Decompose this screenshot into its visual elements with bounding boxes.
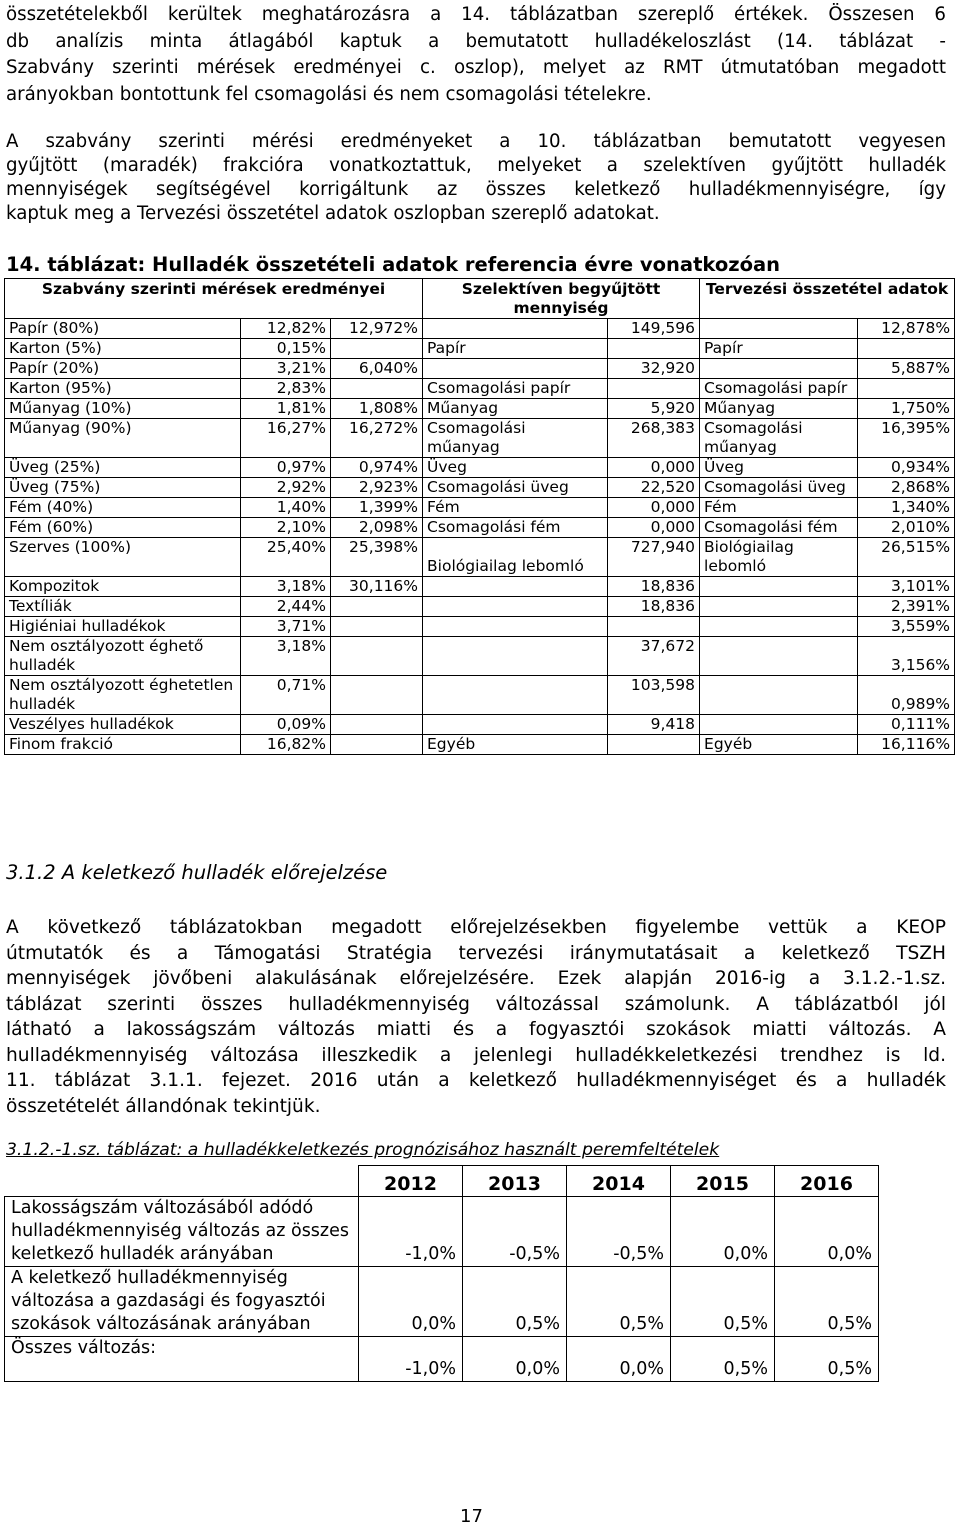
- cell-planning-pct: 3,559%: [858, 617, 955, 637]
- cell-category: Karton (5%): [5, 339, 241, 359]
- cell-selective-category: Csomagolási üveg: [423, 478, 608, 498]
- cell-selective-category: Műanyag: [423, 399, 608, 419]
- cell-measured-pct: 1,81%: [241, 399, 331, 419]
- cell-category: Karton (95%): [5, 379, 241, 399]
- cell-category: Finom frakció: [5, 735, 241, 755]
- cell-planning-pct: 1,340%: [858, 498, 955, 518]
- cell-planning-pct: [858, 339, 955, 359]
- cell-value: 0,0%: [671, 1197, 775, 1267]
- cell-selective-category: [423, 637, 608, 676]
- table-row: [5, 419, 955, 458]
- cell-planning-pct: 26,515%: [858, 538, 955, 577]
- cell-group-sum: 2,098%: [331, 518, 423, 538]
- cell-value: 0,0%: [567, 1337, 671, 1382]
- cell-group-sum: [331, 339, 423, 359]
- cell-value: 0,0%: [463, 1337, 567, 1382]
- cell-selective-qty: 9,418: [608, 715, 700, 735]
- composition-table: [4, 278, 955, 755]
- table-row: [5, 735, 955, 755]
- cell-planning-category: Csomagolási üveg: [700, 478, 858, 498]
- cell-group-sum: 16,272%: [331, 419, 423, 458]
- cell-category: Műanyag (10%): [5, 399, 241, 419]
- cell-measured-pct: 2,83%: [241, 379, 331, 399]
- cell-category: Fém (60%): [5, 518, 241, 538]
- cell-selective-category: [423, 715, 608, 735]
- cell-category: Műanyag (90%): [5, 419, 241, 458]
- cell-value: -0,5%: [567, 1197, 671, 1267]
- cell-selective-category: [423, 676, 608, 715]
- header-empty: [5, 1166, 359, 1197]
- page-number: 17: [460, 1506, 483, 1527]
- cell-selective-qty: 18,836: [608, 597, 700, 617]
- table-row: [5, 1197, 879, 1267]
- cell-planning-pct: 0,111%: [858, 715, 955, 735]
- cell-category: Veszélyes hulladékok: [5, 715, 241, 735]
- table-row: [5, 339, 955, 359]
- cell-planning-category: Üveg: [700, 458, 858, 478]
- cell-value: 0,5%: [775, 1267, 879, 1337]
- method-line: gyűjtött (maradék) frakcióra vonatkoztattuk, melyeket a szelektíven gyűjtött hulladék: [6, 155, 946, 176]
- forecast-table: [4, 1165, 879, 1382]
- cell-group-sum: 25,398%: [331, 538, 423, 577]
- table-row: [5, 478, 955, 498]
- cell-planning-pct: 0,989%: [858, 676, 955, 715]
- cell-selective-category: [423, 597, 608, 617]
- cell-group-sum: 0,974%: [331, 458, 423, 478]
- cell-selective-qty: 103,598: [608, 676, 700, 715]
- row-label: Lakosságszám változásából adódó hulladékmennyiség változás az összes keletkező hulladék arányában: [5, 1197, 359, 1267]
- cell-category: Papír (80%): [5, 319, 241, 339]
- cell-selective-category: Fém: [423, 498, 608, 518]
- cell-group-sum: 1,399%: [331, 498, 423, 518]
- cell-planning-category: [700, 597, 858, 617]
- cell-group-sum: 2,923%: [331, 478, 423, 498]
- cell-selective-category: Üveg: [423, 458, 608, 478]
- table-row: [5, 1267, 879, 1337]
- cell-selective-category: Csomagolási papír: [423, 379, 608, 399]
- cell-planning-category: [700, 577, 858, 597]
- cell-measured-pct: 16,27%: [241, 419, 331, 458]
- method-line: mennyiségek segítségével korrigáltunk az összes keletkező hulladékmennyiségre, így: [6, 179, 946, 200]
- cell-planning-pct: 3,101%: [858, 577, 955, 597]
- forecast-paragraph: [6, 915, 946, 1119]
- cell-measured-pct: 1,40%: [241, 498, 331, 518]
- cell-category: Kompozitok: [5, 577, 241, 597]
- cell-selective-category: [423, 359, 608, 379]
- forecast-line: útmutatók és a Támogatási Stratégia tervezési iránymutatásait a keletkező TSZH: [6, 942, 946, 964]
- cell-planning-pct: 2,391%: [858, 597, 955, 617]
- cell-measured-pct: 25,40%: [241, 538, 331, 577]
- cell-selective-qty: 149,596: [608, 319, 700, 339]
- forecast-line: A következő táblázatokban megadott előrejelzésekben figyelembe vettük a KEOP: [6, 917, 946, 938]
- table-row: [5, 676, 955, 715]
- forecast-line: táblázat szerinti összes hulladékmennyiség változással számolunk. A táblázatból jól: [6, 993, 946, 1015]
- cell-category: Fém (40%): [5, 498, 241, 518]
- cell-selective-category: Papír: [423, 339, 608, 359]
- year-header: 2016: [775, 1166, 879, 1197]
- intro-line: összetételekből kerültek meghatározásra a 14. táblázatban szereplő értékek. Összesen 6: [6, 4, 946, 25]
- cell-value: -0,5%: [463, 1197, 567, 1267]
- table14-caption: 14. táblázat: Hulladék összetételi adatok referencia évre vonatkozóan: [6, 253, 781, 276]
- row-label: Összes változás:: [5, 1337, 359, 1382]
- table-row: [5, 1337, 879, 1382]
- cell-selective-category: Csomagolási fém: [423, 518, 608, 538]
- cell-category: Papír (20%): [5, 359, 241, 379]
- cell-value: 0,0%: [359, 1267, 463, 1337]
- cell-value: 0,5%: [671, 1337, 775, 1382]
- cell-planning-category: [700, 617, 858, 637]
- cell-selective-category: [423, 617, 608, 637]
- table-row: [5, 518, 955, 538]
- cell-planning-pct: 1,750%: [858, 399, 955, 419]
- cell-selective-category: [423, 319, 608, 339]
- cell-planning-pct: 16,116%: [858, 735, 955, 755]
- cell-measured-pct: 0,15%: [241, 339, 331, 359]
- cell-planning-pct: 2,010%: [858, 518, 955, 538]
- table-row: [5, 359, 955, 379]
- intro-line: Szabvány szerinti mérések eredményei c. oszlop), melyet az RMT útmutatóban megadott: [6, 57, 946, 78]
- cell-group-sum: [331, 676, 423, 715]
- cell-group-sum: 12,972%: [331, 319, 423, 339]
- table-row: [5, 715, 955, 735]
- table-row: [5, 379, 955, 399]
- cell-measured-pct: 0,71%: [241, 676, 331, 715]
- forecast-header-row: [5, 1166, 879, 1197]
- cell-selective-qty: 32,920: [608, 359, 700, 379]
- cell-selective-category: Biológiailag lebomló: [423, 538, 608, 577]
- cell-selective-qty: [608, 735, 700, 755]
- cell-planning-pct: 16,395%: [858, 419, 955, 458]
- cell-planning-pct: [858, 379, 955, 399]
- cell-measured-pct: 16,82%: [241, 735, 331, 755]
- forecast-line: látható a lakosságszám változás miatti és a fogyasztói szokások miatti változás. A: [6, 1019, 946, 1040]
- cell-category: Üveg (75%): [5, 478, 241, 498]
- year-header: 2014: [567, 1166, 671, 1197]
- cell-planning-category: Papír: [700, 339, 858, 359]
- year-header: 2012: [359, 1166, 463, 1197]
- table-row: [5, 319, 955, 339]
- cell-group-sum: 30,116%: [331, 577, 423, 597]
- cell-planning-pct: 0,934%: [858, 458, 955, 478]
- forecast-line: összetételét állandónak tekintjük.: [6, 1095, 321, 1117]
- cell-planning-category: [700, 676, 858, 715]
- table-row: [5, 399, 955, 419]
- section-heading: 3.1.2 A keletkező hulladék előrejelzése: [6, 861, 388, 884]
- method-paragraph: [6, 130, 946, 226]
- forecast-line: 11. táblázat 3.1.1. fejezet. 2016 után a keletkező hulladékmennyiséget és a hulladék: [6, 1070, 946, 1091]
- cell-selective-qty: 5,920: [608, 399, 700, 419]
- cell-selective-qty: 22,520: [608, 478, 700, 498]
- cell-value: 0,5%: [671, 1267, 775, 1337]
- table-header-row: [5, 279, 955, 319]
- cell-selective-qty: [608, 379, 700, 399]
- cell-planning-category: [700, 715, 858, 735]
- year-header: 2015: [671, 1166, 775, 1197]
- cell-category: Higiéniai hulladékok: [5, 617, 241, 637]
- table-row: [5, 577, 955, 597]
- cell-planning-pct: 12,878%: [858, 319, 955, 339]
- cell-measured-pct: 12,82%: [241, 319, 331, 339]
- table-row: [5, 597, 955, 617]
- cell-planning-category: Fém: [700, 498, 858, 518]
- intro-line: db analízis minta átlagából kaptuk a bemutatott hulladékeloszlást (14. táblázat -: [6, 30, 946, 52]
- cell-planning-pct: 5,887%: [858, 359, 955, 379]
- cell-planning-category: Csomagolási műanyag: [700, 419, 858, 458]
- cell-selective-qty: 727,940: [608, 538, 700, 577]
- cell-selective-qty: 0,000: [608, 458, 700, 478]
- cell-measured-pct: 3,18%: [241, 577, 331, 597]
- cell-planning-pct: 3,156%: [858, 637, 955, 676]
- header-standard: Szabvány szerinti mérések eredményei: [5, 279, 423, 319]
- cell-category: Textíliák: [5, 597, 241, 617]
- cell-group-sum: [331, 379, 423, 399]
- cell-measured-pct: 2,44%: [241, 597, 331, 617]
- cell-value: -1,0%: [359, 1337, 463, 1382]
- cell-group-sum: [331, 735, 423, 755]
- cell-group-sum: 6,040%: [331, 359, 423, 379]
- cell-category: Nem osztályozott éghetetlen hulladék: [5, 676, 241, 715]
- cell-selective-qty: 37,672: [608, 637, 700, 676]
- cell-planning-category: Biológiailag lebomló: [700, 538, 858, 577]
- cell-selective-qty: 0,000: [608, 498, 700, 518]
- intro-paragraph: [6, 2, 946, 108]
- cell-selective-category: Csomagolási műanyag: [423, 419, 608, 458]
- cell-planning-category: Műanyag: [700, 399, 858, 419]
- cell-measured-pct: 0,09%: [241, 715, 331, 735]
- cell-selective-qty: 268,383: [608, 419, 700, 458]
- cell-selective-qty: 18,836: [608, 577, 700, 597]
- cell-planning-pct: 2,868%: [858, 478, 955, 498]
- cell-measured-pct: 3,18%: [241, 637, 331, 676]
- cell-planning-category: Egyéb: [700, 735, 858, 755]
- table-row: [5, 538, 955, 577]
- cell-group-sum: 1,808%: [331, 399, 423, 419]
- cell-value: 0,5%: [463, 1267, 567, 1337]
- row-label: A keletkező hulladékmennyiség változása a gazdasági és fogyasztói szokások változásának arányában: [5, 1267, 359, 1337]
- cell-planning-category: Csomagolási fém: [700, 518, 858, 538]
- cell-planning-category: [700, 637, 858, 676]
- cell-category: Szerves (100%): [5, 538, 241, 577]
- table-row: [5, 458, 955, 478]
- cell-planning-category: [700, 319, 858, 339]
- cell-group-sum: [331, 597, 423, 617]
- cell-measured-pct: 2,10%: [241, 518, 331, 538]
- cell-selective-qty: [608, 617, 700, 637]
- cell-category: Nem osztályozott éghető hulladék: [5, 637, 241, 676]
- cell-selective-qty: 0,000: [608, 518, 700, 538]
- cell-measured-pct: 0,97%: [241, 458, 331, 478]
- cell-group-sum: [331, 715, 423, 735]
- cell-selective-category: [423, 577, 608, 597]
- intro-line: arányokban bontottunk fel csomagolási és nem csomagolási tételekre.: [6, 83, 652, 105]
- cell-planning-category: [700, 359, 858, 379]
- method-line: A szabvány szerinti mérési eredményeket a 10. táblázatban bemutatott vegyesen: [6, 131, 946, 152]
- table-row: [5, 498, 955, 518]
- cell-value: 0,5%: [567, 1267, 671, 1337]
- cell-category: Üveg (25%): [5, 458, 241, 478]
- cell-group-sum: [331, 617, 423, 637]
- forecast-line: mennyiségek jövőbeni alakulásának előrejelzésére. Ezek alapján 2016-ig a 3.1.2.-1.sz.: [6, 968, 946, 989]
- header-planning: Tervezési összetétel adatok: [700, 279, 955, 319]
- year-header: 2013: [463, 1166, 567, 1197]
- cell-value: 0,5%: [775, 1337, 879, 1382]
- table312-caption: 3.1.2.-1.sz. táblázat: a hulladékkeletkezés prognózisához használt peremfeltételek: [6, 1140, 720, 1160]
- header-selective: Szelektíven begyűjtött mennyiség: [423, 279, 700, 319]
- cell-value: 0,0%: [775, 1197, 879, 1267]
- table-row: [5, 637, 955, 676]
- table-row: [5, 617, 955, 637]
- cell-group-sum: [331, 637, 423, 676]
- cell-measured-pct: 2,92%: [241, 478, 331, 498]
- cell-planning-category: Csomagolási papír: [700, 379, 858, 399]
- method-line: kaptuk meg a Tervezési összetétel adatok oszlopban szereplő adatokat.: [6, 203, 660, 224]
- cell-value: -1,0%: [359, 1197, 463, 1267]
- cell-selective-category: Egyéb: [423, 735, 608, 755]
- cell-measured-pct: 3,21%: [241, 359, 331, 379]
- forecast-line: hulladékmennyiség változása illeszkedik a jelenlegi hulladékkeletkezési trendhez is ld.: [6, 1044, 946, 1066]
- cell-measured-pct: 3,71%: [241, 617, 331, 637]
- cell-selective-qty: [608, 339, 700, 359]
